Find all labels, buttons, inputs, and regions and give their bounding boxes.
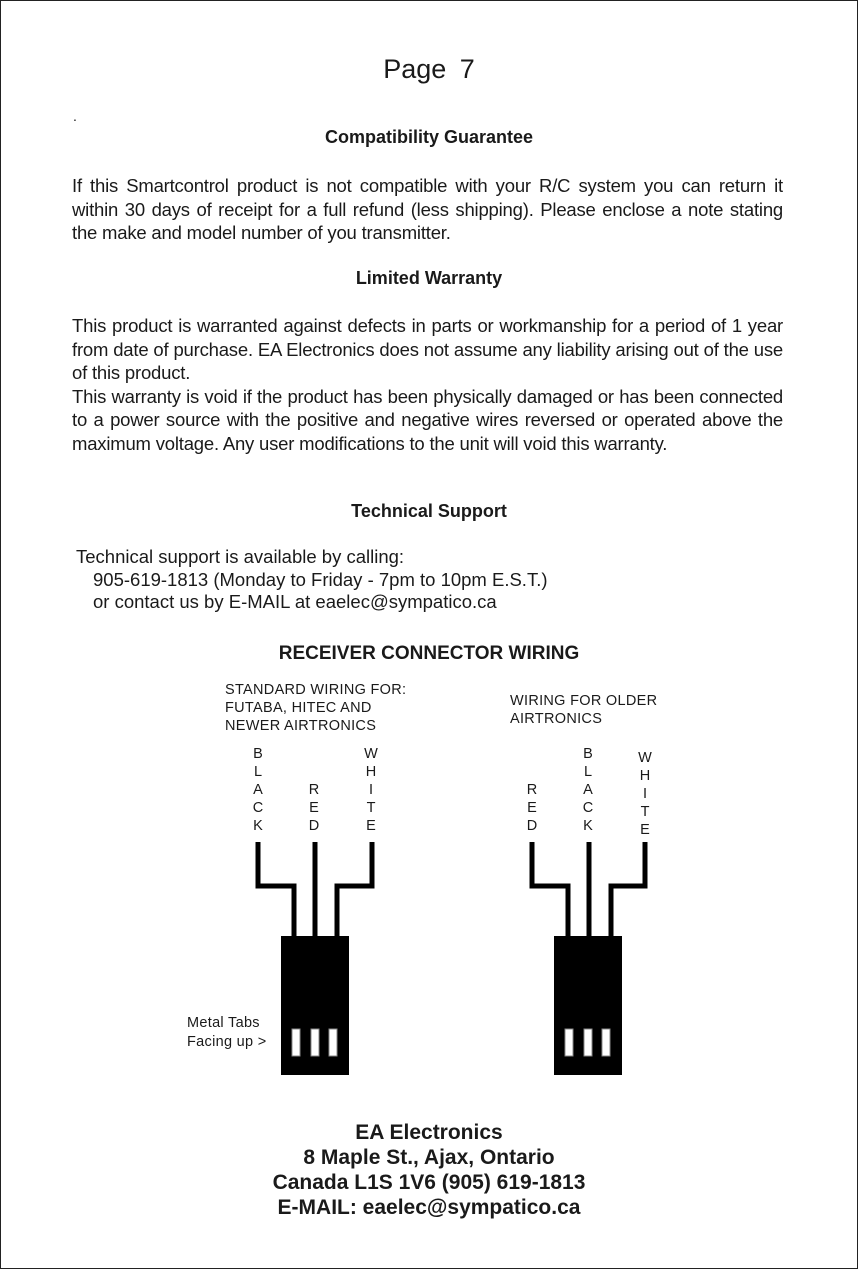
wire-letter: I: [368, 782, 374, 798]
wire-letter: K: [583, 818, 593, 834]
wire-letter: K: [253, 818, 263, 834]
label-line: STANDARD WIRING FOR:: [225, 682, 407, 698]
wire-letter: H: [639, 768, 651, 784]
wire-letter: E: [640, 822, 650, 838]
wire-letter: H: [365, 764, 377, 780]
wire-letter: E: [366, 818, 376, 834]
street-address: 8 Maple St., Ajax, Ontario: [303, 1146, 555, 1169]
wire-letter: T: [640, 804, 650, 820]
label-line: AIRTRONICS: [510, 711, 603, 727]
wire-letter: W: [364, 746, 378, 762]
wire-letter: C: [582, 800, 594, 816]
wire-letter: L: [253, 764, 263, 780]
wire-letter: R: [526, 782, 538, 798]
label-line: FUTABA, HITEC AND: [225, 700, 372, 716]
metal-tab: [584, 1029, 592, 1056]
warranty-paragraph: This product is warranted against defects in parts or workmanship for a period of 1 year from date of purchase. EA Electronics does not assume any liability arising out of the use of this product.: [72, 315, 783, 383]
wire-letter: T: [366, 800, 376, 816]
metal-tab: [565, 1029, 573, 1056]
wire-letter: D: [308, 818, 320, 834]
connector-standard: [258, 842, 372, 1075]
wire-left: [258, 842, 294, 937]
note-line: Facing up >: [187, 1034, 267, 1050]
wire-letter: I: [642, 786, 648, 802]
wire-left: [532, 842, 568, 937]
metal-tab: [602, 1029, 610, 1056]
wire-letter: C: [252, 800, 264, 816]
wire-letter: B: [253, 746, 263, 762]
note-line: Metal Tabs: [187, 1015, 260, 1031]
company-email: E-MAIL: eaelec@sympatico.ca: [277, 1196, 581, 1219]
wire-letter: E: [527, 800, 537, 816]
label-line: NEWER AIRTRONICS: [225, 718, 377, 734]
stray-mark: .: [73, 108, 77, 124]
wire-letter: A: [253, 782, 263, 798]
wire-letter: B: [583, 746, 593, 762]
metal-tabs-note: [187, 1014, 266, 1052]
wire-letter: D: [526, 818, 538, 834]
compatibility-heading: Compatibility Guarantee: [324, 127, 534, 147]
compatibility-paragraph: If this Smartcontrol product is not compatible with your R/C system you can return it within 30 days of receipt for a full refund (less shipping). Please enclose a note stating the make and model number of you transmitter.: [72, 175, 783, 243]
company-address: [0, 1120, 858, 1220]
support-heading: Technical Support: [351, 501, 507, 521]
wiring-title: RECEIVER CONNECTOR WIRING: [278, 643, 580, 664]
wire-right: [611, 842, 645, 937]
wire-letter: R: [308, 782, 320, 798]
wire-letter: A: [583, 782, 593, 798]
connector-older: [532, 842, 645, 1075]
page-title: Page 7: [383, 54, 475, 84]
wire-right: [337, 842, 372, 937]
support-intro: Technical support is available by calling:: [76, 546, 405, 567]
warranty-paragraph: This warranty is void if the product has been physically damaged or has been connected to a power source with the positive and negative wires reversed or operated above the maximum voltage. Any user modifications to the unit will void this warranty.: [72, 385, 783, 454]
metal-tab: [311, 1029, 319, 1056]
metal-tab: [329, 1029, 337, 1056]
wire-letter: W: [638, 750, 652, 766]
wire-letter: L: [583, 764, 593, 780]
support-phone: 905-619-1813 (Monday to Friday - 7pm to 10pm E.S.T.): [93, 568, 548, 590]
warranty-heading: Limited Warranty: [355, 268, 503, 288]
support-email: or contact us by E-MAIL at eaelec@sympatico.ca: [93, 591, 497, 612]
label-line: WIRING FOR OLDER: [510, 693, 658, 709]
postal-phone: Canada L1S 1V6 (905) 619-1813: [272, 1171, 586, 1194]
metal-tab: [292, 1029, 300, 1056]
wire-letter: E: [309, 800, 319, 816]
company-name: EA Electronics: [355, 1121, 503, 1144]
